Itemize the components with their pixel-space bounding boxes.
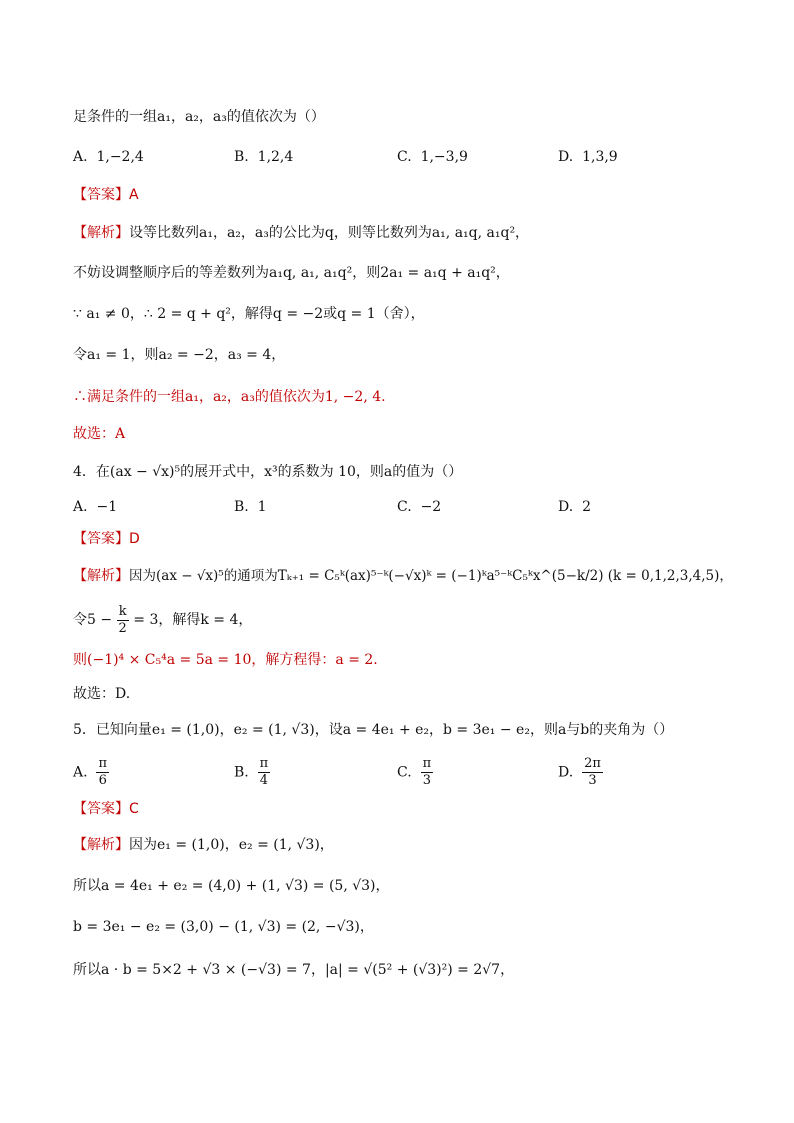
- q3-option-c: [397, 147, 468, 167]
- analysis-tag: 【解析】: [73, 568, 129, 584]
- q5-analysis-2: 所以a = 4e₁ + e₂ = (4,0) + (1, √3) = (5, √3)，: [73, 878, 390, 894]
- fraction-denominator: 3: [588, 773, 597, 788]
- fraction-denominator: 4: [259, 773, 269, 788]
- answer-tag: 【答案】: [73, 531, 129, 547]
- analysis-text: 因为(ax − √x)⁵的通项为Tₖ₊₁ = C₅ᵏ(ax)⁵⁻ᵏ(−√x)ᵏ = (−1)ᵏa⁵⁻ᵏC₅ᵏx^(5−k/2) (k = 0,1,2,3,4,5)，: [129, 568, 733, 584]
- option-label: B.: [234, 499, 249, 515]
- q3-analysis-4: 令a₁ = 1，则a₂ = −2，a₃ = 4，: [73, 347, 286, 363]
- q5-option-c: [397, 756, 433, 789]
- analysis-text: 因为e₁ = (1,0)，e₂ = (1, √3)，: [129, 837, 334, 853]
- fraction-numerator: π: [98, 756, 108, 771]
- q4-analysis-2: [73, 600, 252, 640]
- q5-analysis-3: b = 3e₁ − e₂ = (3,0) − (1, √3) = (2, −√3)，: [73, 919, 374, 935]
- option-fraction: [258, 756, 271, 789]
- q3-choice: 故选：A: [73, 426, 126, 442]
- analysis-suffix: = 3，解得k = 4，: [133, 612, 253, 628]
- q3-analysis-1: [73, 223, 529, 243]
- option-value: −2: [420, 499, 442, 515]
- option-label: A.: [73, 764, 88, 781]
- answer-value: C: [129, 801, 139, 817]
- q5-option-d: [558, 756, 603, 789]
- option-label: A.: [73, 499, 88, 515]
- answer-tag: 【答案】: [73, 187, 129, 203]
- q5-answer: [73, 799, 139, 819]
- answer-value: D: [129, 531, 140, 547]
- option-label: A.: [73, 149, 88, 165]
- q5-analysis-4: 所以a · b = 5×2 + √3 × (−√3) = 7，|a| = √(5² + (√3)²) = 2√7，: [73, 962, 515, 978]
- option-value: 1,−2,4: [96, 149, 144, 165]
- fraction: [117, 604, 129, 637]
- q4-answer: [73, 529, 140, 549]
- analysis-text: 设等比数列a₁，a₂，a₃的公比为q，则等比数列为a₁, a₁q, a₁q²，: [129, 225, 530, 241]
- option-label: C.: [397, 764, 412, 781]
- q5-option-a: [73, 756, 109, 789]
- option-value: 1,−3,9: [420, 149, 468, 165]
- option-label: C.: [397, 499, 412, 515]
- option-label: D.: [558, 499, 574, 515]
- q4-analysis-3: 则(−1)⁴ × C₅⁴a = 5a = 10，解方程得：a = 2.: [73, 652, 378, 668]
- q3-analysis-3: ∵ a₁ ≠ 0，∴ 2 = q + q²，解得q = −2或q = 1（舍），: [73, 306, 425, 322]
- option-label: C.: [397, 149, 412, 165]
- answer-tag: 【答案】: [73, 801, 129, 817]
- q3-stem-tail: 足条件的一组a₁，a₂，a₃的值依次为（）: [73, 109, 325, 125]
- q3-analysis-5: ∴满足条件的一组a₁，a₂，a₃的值依次为1, −2, 4.: [73, 389, 386, 405]
- fraction-numerator: k: [117, 604, 129, 621]
- fraction-denominator: 2: [118, 620, 127, 636]
- analysis-prefix: 令5 −: [73, 612, 113, 628]
- option-label: B.: [234, 764, 249, 781]
- q4-choice: 故选：D.: [73, 686, 131, 702]
- option-value: 1,3,9: [582, 149, 618, 165]
- option-value: 1: [257, 499, 267, 515]
- q5-option-b: [234, 756, 270, 789]
- fraction-numerator: 2π: [584, 756, 601, 771]
- q3-option-a: [73, 147, 144, 167]
- answer-value: A: [129, 187, 139, 203]
- option-fraction: [582, 756, 603, 789]
- option-value: −1: [96, 499, 118, 515]
- fraction-denominator: 6: [98, 773, 107, 788]
- option-fraction: [96, 756, 109, 789]
- q4-option-a: [73, 497, 117, 517]
- analysis-tag: 【解析】: [73, 225, 129, 241]
- q3-analysis-2: 不妨设调整顺序后的等差数列为a₁q, a₁, a₁q²，则2a₁ = a₁q + a₁q²，: [73, 265, 510, 281]
- fraction-numerator: π: [422, 756, 432, 771]
- fraction-denominator: 3: [422, 773, 431, 788]
- q5-analysis-1: [73, 835, 334, 855]
- option-fraction: [421, 756, 434, 789]
- q3-option-b: [234, 147, 293, 167]
- q3-option-d: [558, 147, 618, 167]
- analysis-tag: 【解析】: [73, 837, 129, 853]
- option-value: 1,2,4: [257, 149, 294, 165]
- fraction-numerator: π: [259, 756, 269, 771]
- q4-stem: 4．在(ax − √x)⁵的展开式中，x³的系数为 10，则a的值为（）: [73, 464, 463, 480]
- option-value: 2: [582, 499, 592, 515]
- q4-analysis-1: [73, 566, 733, 586]
- q4-option-b: [234, 497, 267, 517]
- q4-option-c: [397, 497, 441, 517]
- option-label: D.: [558, 764, 574, 781]
- q3-answer: [73, 185, 139, 205]
- option-label: D.: [558, 149, 574, 165]
- q4-option-d: [558, 497, 591, 517]
- option-label: B.: [234, 149, 249, 165]
- q5-stem: 5．已知向量e₁ = (1,0)，e₂ = (1, √3)，设a = 4e₁ + e₂，b = 3e₁ − e₂，则a与b的夹角为（）: [73, 722, 674, 738]
